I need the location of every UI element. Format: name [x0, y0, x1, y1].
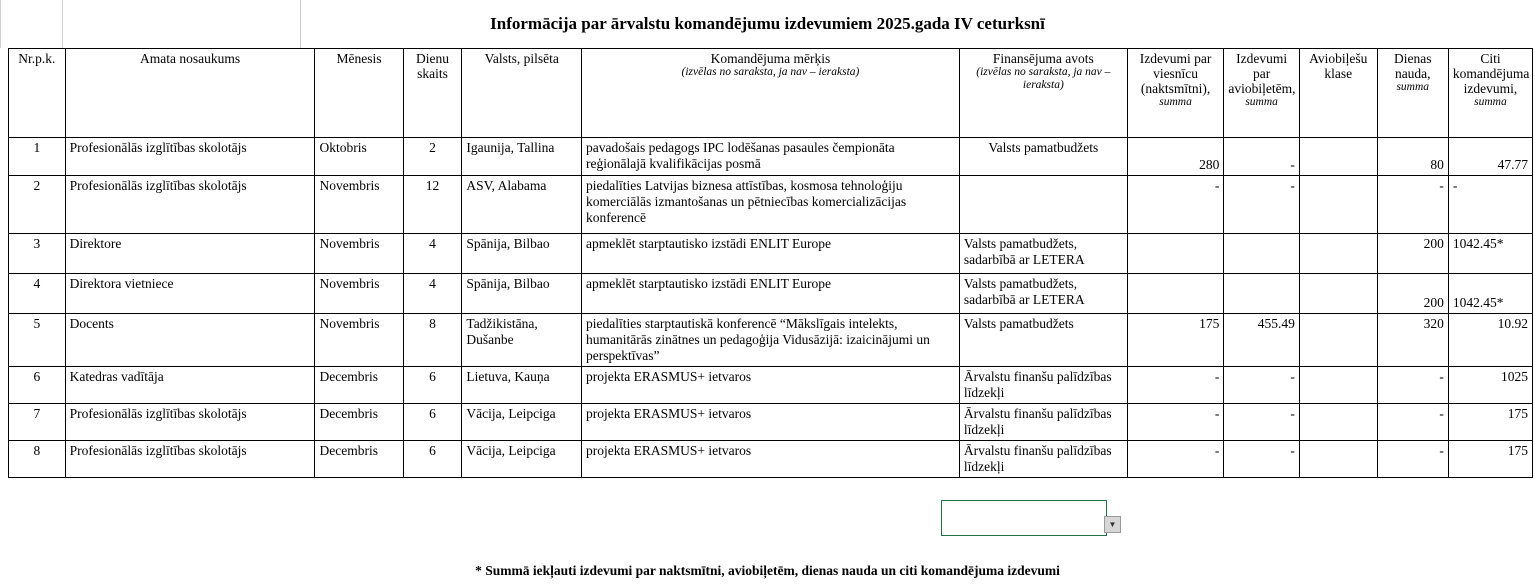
cell-flight-class[interactable] — [1299, 274, 1377, 314]
col-header-nr: Nr.p.k. — [9, 49, 66, 138]
cell-hotel-expenses[interactable]: 175 — [1127, 314, 1224, 367]
cell-flight-expenses[interactable]: - — [1224, 138, 1300, 176]
cell-purpose[interactable]: projekta ERASMUS+ ietvaros — [582, 441, 960, 478]
table-row — [9, 234, 1533, 274]
cell-daily-allowance[interactable]: - — [1377, 367, 1448, 404]
active-cell-selection-outline — [941, 500, 1107, 536]
cell-purpose[interactable]: piedalīties Latvijas biznesa attīstības, kosmosa tehnoloģiju komerciālās izmantošanas un pētniecības komercializācijas konferencē — [582, 176, 960, 234]
cell-flight-expenses[interactable]: - — [1224, 367, 1300, 404]
table-row — [9, 274, 1533, 314]
cell-flight-class[interactable] — [1299, 404, 1377, 441]
cell-other-expenses[interactable]: 1025 — [1448, 367, 1532, 404]
cell-flight-class[interactable] — [1299, 176, 1377, 234]
cell-days[interactable]: 6 — [403, 404, 462, 441]
cell-country-city[interactable]: Igaunija, Tallina — [462, 138, 582, 176]
table-row — [9, 367, 1533, 404]
cell-daily-allowance[interactable]: 200 — [1377, 234, 1448, 274]
cell-position[interactable]: Profesionālās izglītības skolotājs — [65, 176, 315, 234]
col-header-hotel-expenses: Izdevumi par viesnīcu (naktsmītni), summa — [1127, 49, 1224, 138]
cell-funding-source[interactable]: Ārvalstu finanšu palīdzības līdzekļi — [959, 404, 1127, 441]
cell-flight-expenses[interactable]: - — [1224, 404, 1300, 441]
cell-nr[interactable]: 6 — [9, 367, 66, 404]
cell-country-city[interactable]: Spānija, Bilbao — [462, 274, 582, 314]
cell-funding-source[interactable]: Valsts pamatbudžets — [959, 314, 1127, 367]
cell-daily-allowance[interactable]: 200 — [1377, 274, 1448, 314]
cell-other-expenses[interactable]: - — [1448, 176, 1532, 234]
cell-funding-source[interactable]: Valsts pamatbudžets, sadarbībā ar LETERA — [959, 274, 1127, 314]
cell-month[interactable]: Novembris — [315, 176, 403, 234]
cell-purpose[interactable]: projekta ERASMUS+ ietvaros — [582, 404, 960, 441]
table-row — [9, 314, 1533, 367]
table-row — [9, 138, 1533, 176]
cell-funding-source-selected[interactable]: Ārvalstu finanšu palīdzības līdzekļi — [959, 441, 1127, 478]
cell-hotel-expenses[interactable] — [1127, 274, 1224, 314]
cell-hotel-expenses[interactable]: 280 — [1127, 138, 1224, 176]
cell-daily-allowance[interactable]: 80 — [1377, 138, 1448, 176]
cell-nr[interactable]: 2 — [9, 176, 66, 234]
cell-funding-source[interactable]: Ārvalstu finanšu palīdzības līdzekļi — [959, 367, 1127, 404]
cell-country-city[interactable]: ASV, Alabama — [462, 176, 582, 234]
cell-country-city[interactable]: Vācija, Leipciga — [462, 441, 582, 478]
cell-days[interactable]: 8 — [403, 314, 462, 367]
cell-country-city[interactable]: Vācija, Leipciga — [462, 404, 582, 441]
cell-flight-expenses[interactable] — [1224, 234, 1300, 274]
cell-flight-class[interactable] — [1299, 367, 1377, 404]
cell-nr[interactable]: 8 — [9, 441, 66, 478]
cell-funding-source[interactable] — [959, 176, 1127, 234]
cell-flight-expenses[interactable]: - — [1224, 441, 1300, 478]
cell-hotel-expenses[interactable] — [1127, 234, 1224, 274]
cell-flight-class[interactable] — [1299, 441, 1377, 478]
cell-hotel-expenses[interactable]: - — [1127, 404, 1224, 441]
cell-country-city[interactable]: Lietuva, Kauņa — [462, 367, 582, 404]
cell-flight-expenses[interactable]: - — [1224, 176, 1300, 234]
cell-position[interactable]: Katedras vadītāja — [65, 367, 315, 404]
cell-purpose[interactable]: projekta ERASMUS+ ietvaros — [582, 367, 960, 404]
cell-days[interactable]: 4 — [403, 274, 462, 314]
table-footnote: * Summā iekļauti izdevumi par naktsmītni, aviobiļetēm, dienas nauda un citi komandējuma izdevumi — [475, 563, 1060, 578]
cell-country-city[interactable]: Spānija, Bilbao — [462, 234, 582, 274]
table-row — [9, 176, 1533, 234]
table-header-row — [9, 49, 1533, 138]
cell-hotel-expenses[interactable]: - — [1127, 176, 1224, 234]
cell-purpose[interactable]: pavadošais pedagogs IPC lodēšanas pasaules čempionāta reģionālajā kvalifikācijas posmā — [582, 138, 960, 176]
cell-daily-allowance[interactable]: - — [1377, 441, 1448, 478]
cell-purpose[interactable]: apmeklēt starptautisko izstādi ENLIT Europe — [582, 234, 960, 274]
cell-days[interactable]: 6 — [403, 441, 462, 478]
col-header-position: Amata nosaukums — [65, 49, 315, 138]
cell-position[interactable]: Docents — [65, 314, 315, 367]
cell-other-expenses[interactable]: 1042.45* — [1448, 234, 1532, 274]
cell-position[interactable]: Direktora vietniece — [65, 274, 315, 314]
table-row — [9, 441, 1533, 478]
col-header-daily-allowance: Dienas nauda, summa — [1377, 49, 1448, 138]
cell-position[interactable]: Profesionālās izglītības skolotājs — [65, 441, 315, 478]
cell-month[interactable]: Decembris — [315, 441, 403, 478]
cell-hotel-expenses[interactable]: - — [1127, 441, 1224, 478]
cell-position[interactable]: Profesionālās izglītības skolotājs — [65, 404, 315, 441]
col-header-funding-source: Finansējuma avots (izvēlas no saraksta, ja nav – ieraksta) — [959, 49, 1127, 138]
cell-hotel-expenses[interactable]: - — [1127, 367, 1224, 404]
cell-month[interactable]: Novembris — [315, 314, 403, 367]
cell-month[interactable]: Decembris — [315, 367, 403, 404]
cell-other-expenses[interactable]: 175 — [1448, 404, 1532, 441]
cell-month[interactable]: Oktobris — [315, 138, 403, 176]
cell-other-expenses[interactable]: 47.77 — [1448, 138, 1532, 176]
cell-other-expenses[interactable]: 10.92 — [1448, 314, 1532, 367]
cell-flight-expenses[interactable]: 455.49 — [1224, 314, 1300, 367]
col-header-other-expenses: Citi komandējuma izdevumi, summa — [1448, 49, 1532, 138]
cell-flight-class[interactable] — [1299, 314, 1377, 367]
cell-nr[interactable]: 5 — [9, 314, 66, 367]
cell-daily-allowance[interactable]: - — [1377, 404, 1448, 441]
cell-days[interactable]: 2 — [403, 138, 462, 176]
col-header-days: Dienu skaits — [403, 49, 462, 138]
col-header-flight-expenses: Izdevumi par aviobiļetēm, summa — [1224, 49, 1300, 138]
cell-days[interactable]: 12 — [403, 176, 462, 234]
document-title-row — [0, 0, 1535, 48]
col-header-flight-class: Aviobiļešu klase — [1299, 49, 1377, 138]
chevron-down-icon[interactable]: ▼ — [1104, 516, 1121, 533]
cell-month[interactable]: Decembris — [315, 404, 403, 441]
col-header-country-city: Valsts, pilsēta — [462, 49, 582, 138]
page-title: Informācija par ārvalstu komandējumu izdevumiem 2025.gada IV ceturksnī — [490, 14, 1045, 33]
cell-country-city[interactable]: Tadžikistāna, Dušanbe — [462, 314, 582, 367]
cell-purpose[interactable]: apmeklēt starptautisko izstādi ENLIT Europe — [582, 274, 960, 314]
col-header-month: Mēnesis — [315, 49, 403, 138]
cell-nr[interactable]: 4 — [9, 274, 66, 314]
cell-daily-allowance[interactable]: 320 — [1377, 314, 1448, 367]
cell-flight-expenses[interactable] — [1224, 274, 1300, 314]
business-trip-expenses-table — [8, 48, 1533, 478]
cell-funding-source[interactable]: Valsts pamatbudžets — [959, 138, 1127, 176]
cell-position[interactable]: Direktore — [65, 234, 315, 274]
cell-position[interactable]: Profesionālās izglītības skolotājs — [65, 138, 315, 176]
cell-nr[interactable]: 3 — [9, 234, 66, 274]
col-header-purpose: Komandējuma mērķis (izvēlas no saraksta, ja nav – ieraksta) — [582, 49, 960, 138]
cell-daily-allowance[interactable]: - — [1377, 176, 1448, 234]
cell-funding-source[interactable]: Valsts pamatbudžets, sadarbībā ar LETERA — [959, 234, 1127, 274]
cell-flight-class[interactable] — [1299, 138, 1377, 176]
cell-nr[interactable]: 7 — [9, 404, 66, 441]
cell-nr[interactable]: 1 — [9, 138, 66, 176]
cell-other-expenses[interactable]: 175 — [1448, 441, 1532, 478]
cell-month[interactable]: Novembris — [315, 234, 403, 274]
cell-month[interactable]: Novembris — [315, 274, 403, 314]
cell-days[interactable]: 6 — [403, 367, 462, 404]
cell-days[interactable]: 4 — [403, 234, 462, 274]
cell-purpose[interactable]: piedalīties starptautiskā konferencē “Mākslīgais intelekts, humanitārās zinātnes un pedagoģija Vidusāzijā: izaicinājumi un perspektīvas” — [582, 314, 960, 367]
cell-flight-class[interactable] — [1299, 234, 1377, 274]
table-row — [9, 404, 1533, 441]
cell-other-expenses[interactable]: 1042.45* — [1448, 274, 1532, 314]
